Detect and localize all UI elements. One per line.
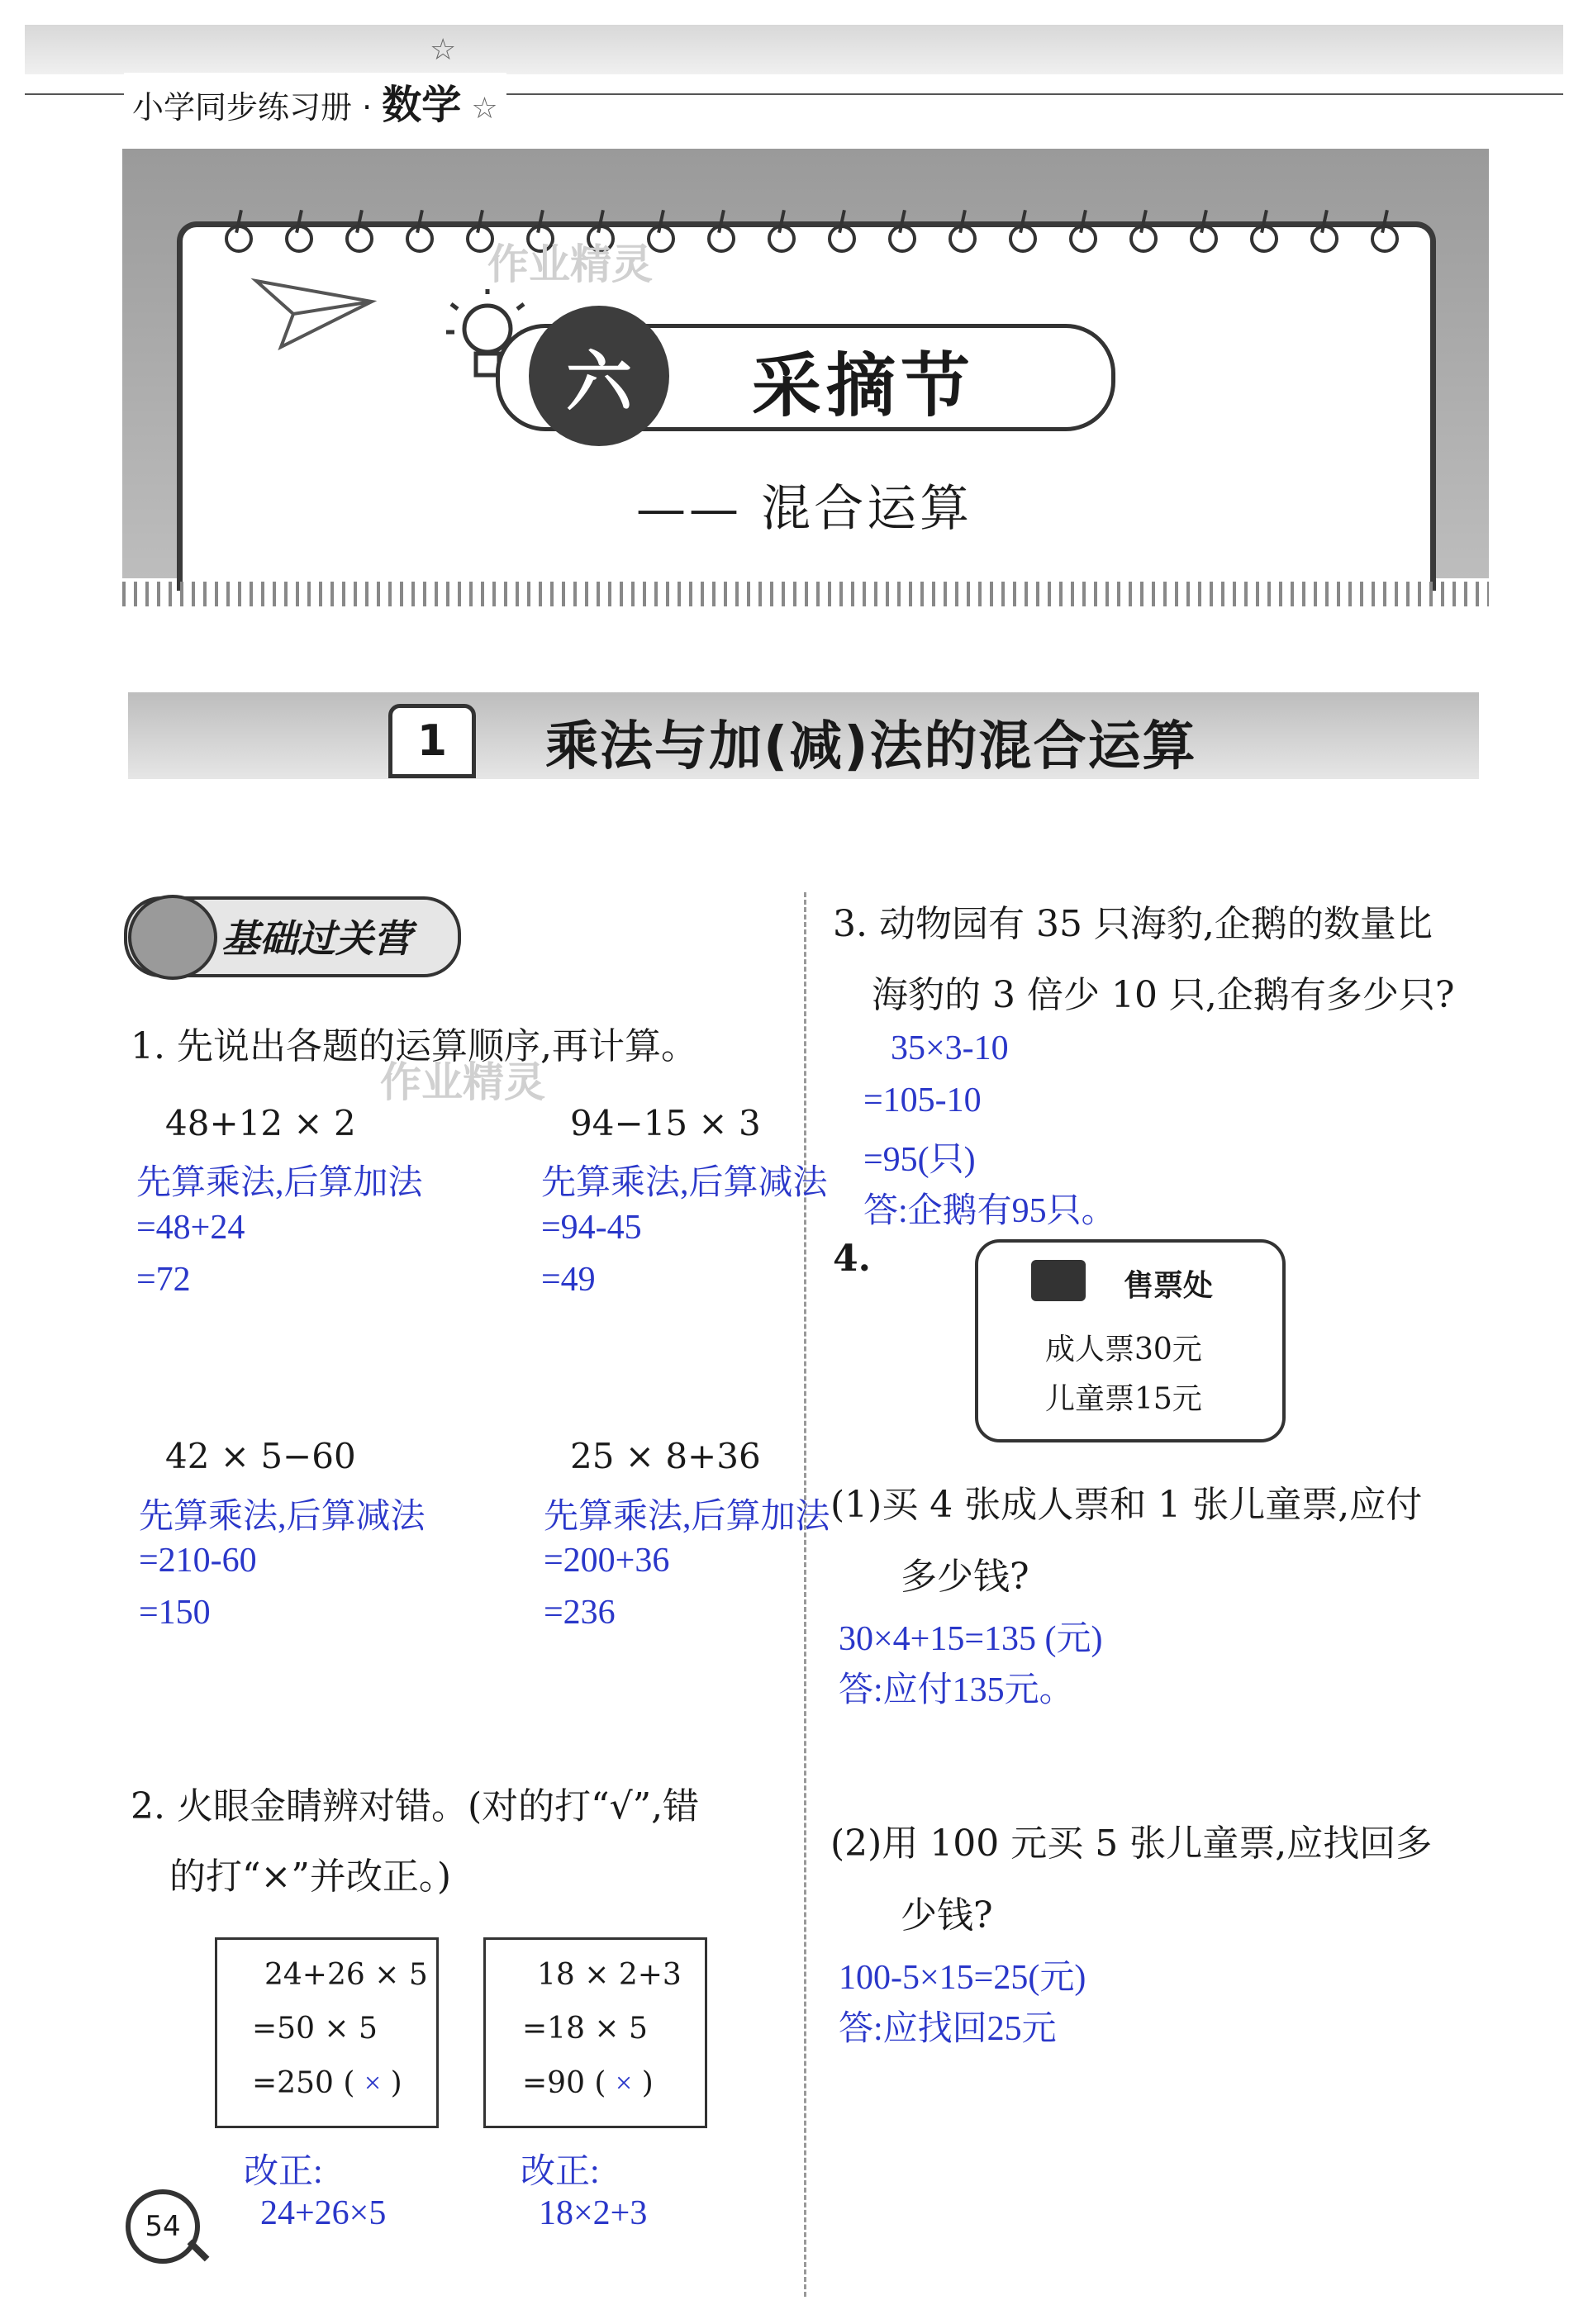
q2a-result: =250 ( <box>252 2066 355 2100</box>
book-subject: 数学 <box>382 82 462 128</box>
notebook-ring-icon <box>1371 225 1399 253</box>
q1c-step: =210-60 <box>139 1542 257 1580</box>
chapter-number: 六 <box>529 306 669 446</box>
notebook-ring-icon <box>1129 225 1158 253</box>
notebook-ring-icon <box>1069 225 1097 253</box>
frog-icon <box>128 895 217 980</box>
q2b-fix: 18×2+3 <box>539 2194 648 2232</box>
question-3-line1: 3. 动物园有 35 只海豹,企鹅的数量比 <box>833 903 1433 945</box>
q3-work-3: =95(只) <box>863 1141 976 1179</box>
q4-part1-line1: (1)买 4 张成人票和 1 张儿童票,应付 <box>830 1484 1423 1526</box>
notebook-ring-icon <box>707 225 735 253</box>
star-icon: ☆ <box>471 92 498 126</box>
question-2-prompt-line2: 的打“×”并改正。) <box>169 1856 452 1898</box>
level-badge-label: 基础过关营 <box>221 916 411 961</box>
q2a-fix-label: 改正: <box>244 2153 323 2191</box>
paper-plane-icon <box>248 264 380 355</box>
q2b-line1: 18 × 2+3 <box>537 1958 682 1992</box>
q1a-step: =48+24 <box>136 1209 245 1247</box>
notebook-ring-icon <box>949 225 977 253</box>
q3-work-1: 35×3-10 <box>891 1029 1009 1067</box>
q2a-line3 <box>252 2065 402 2100</box>
notebook-ring-icon <box>828 225 856 253</box>
q2b-mark: × <box>615 2066 633 2099</box>
q4-part1-work: 30×4+15=135 (元) <box>839 1620 1103 1658</box>
q2a-line1: 24+26 × 5 <box>264 1958 428 1992</box>
notebook-ring-icon <box>1310 225 1338 253</box>
q4-part1-answer: 答:应付135元。 <box>839 1671 1074 1709</box>
ticket-child-price: 儿童票15元 <box>1045 1382 1202 1416</box>
notebook-ring-icon <box>345 225 373 253</box>
q2a-line2: =50 × 5 <box>252 2012 378 2046</box>
notebook-ring-icon <box>1190 225 1218 253</box>
q1b-result: =49 <box>541 1261 596 1299</box>
q2b-close: ) <box>641 2066 654 2100</box>
q1d-order: 先算乘法,后算加法 <box>544 1498 830 1536</box>
ticket-title: 售票处 <box>1124 1268 1214 1303</box>
q1d-expression: 25 × 8+36 <box>570 1436 761 1476</box>
star-icon: ☆ <box>430 33 457 67</box>
q3-work-2: =105-10 <box>863 1081 982 1119</box>
notebook-ring-icon <box>888 225 916 253</box>
q1a-result: =72 <box>136 1261 191 1299</box>
q2b-line2: =18 × 5 <box>522 2012 648 2046</box>
chapter-title: 采摘节 <box>752 345 976 426</box>
q2b-fix-label: 改正: <box>521 2153 600 2191</box>
book-series: 小学同步练习册 · <box>132 89 383 126</box>
question-1-prompt: 1. 先说出各题的运算顺序,再计算。 <box>131 1025 697 1067</box>
q1c-result: =150 <box>139 1594 211 1632</box>
q2b-line3 <box>522 2065 654 2100</box>
watermark: 作业精灵 <box>380 1058 545 1106</box>
q1d-step: =200+36 <box>544 1542 670 1580</box>
q1c-expression: 42 × 5−60 <box>165 1436 356 1476</box>
q1b-expression: 94−15 × 3 <box>570 1103 761 1143</box>
column-divider <box>804 892 806 2297</box>
q2a-close: ) <box>390 2066 402 2100</box>
q1a-expression: 48+12 × 2 <box>165 1103 356 1143</box>
section-number: 1 <box>388 704 476 778</box>
q2a-mark: × <box>364 2066 382 2099</box>
notebook-ring-icon <box>406 225 434 253</box>
notebook-ring-icon <box>225 225 253 253</box>
q1d-result: =236 <box>544 1594 616 1632</box>
question-3-line2: 海豹的 3 倍少 10 只,企鹅有多少只? <box>872 974 1455 1016</box>
q1a-order: 先算乘法,后算加法 <box>136 1164 423 1202</box>
q4-part2-line1: (2)用 100 元买 5 张儿童票,应找回多 <box>830 1823 1433 1865</box>
notebook-ring-icon <box>768 225 796 253</box>
question-2-prompt-line1: 2. 火眼金睛辨对错。(对的打“√”,错 <box>131 1785 700 1827</box>
q1c-order: 先算乘法,后算减法 <box>139 1498 426 1536</box>
q2b-result: =90 ( <box>522 2066 606 2100</box>
notebook-ring-icon <box>285 225 313 253</box>
header-band <box>25 25 1563 74</box>
q1b-step: =94-45 <box>541 1209 642 1247</box>
notebook-ring-icon <box>1250 225 1278 253</box>
page-number: 54 <box>126 2189 200 2264</box>
q2a-fix: 24+26×5 <box>260 2194 387 2232</box>
notebook-ring-icon <box>1009 225 1037 253</box>
chapter-subtitle: —— 混合运算 <box>636 480 973 538</box>
q4-part2-answer: 答:应找回25元 <box>839 2010 1057 2048</box>
question-4-label: 4. <box>833 1238 871 1280</box>
q4-part1-line2: 多少钱? <box>901 1556 1029 1598</box>
hand-ticket-icon <box>1031 1260 1086 1301</box>
book-header <box>124 73 506 130</box>
banner-ticks <box>122 582 1489 606</box>
q4-part2-work: 100-5×15=25(元) <box>839 1959 1086 1997</box>
q4-part2-line2: 少钱? <box>901 1894 993 1937</box>
ticket-adult-price: 成人票30元 <box>1045 1333 1202 1366</box>
section-title: 乘法与加(减)法的混合运算 <box>545 716 1197 777</box>
q3-answer: 答:企鹅有95只。 <box>863 1192 1116 1230</box>
q1b-order: 先算乘法,后算减法 <box>541 1164 828 1202</box>
watermark: 作业精灵 <box>487 240 653 288</box>
